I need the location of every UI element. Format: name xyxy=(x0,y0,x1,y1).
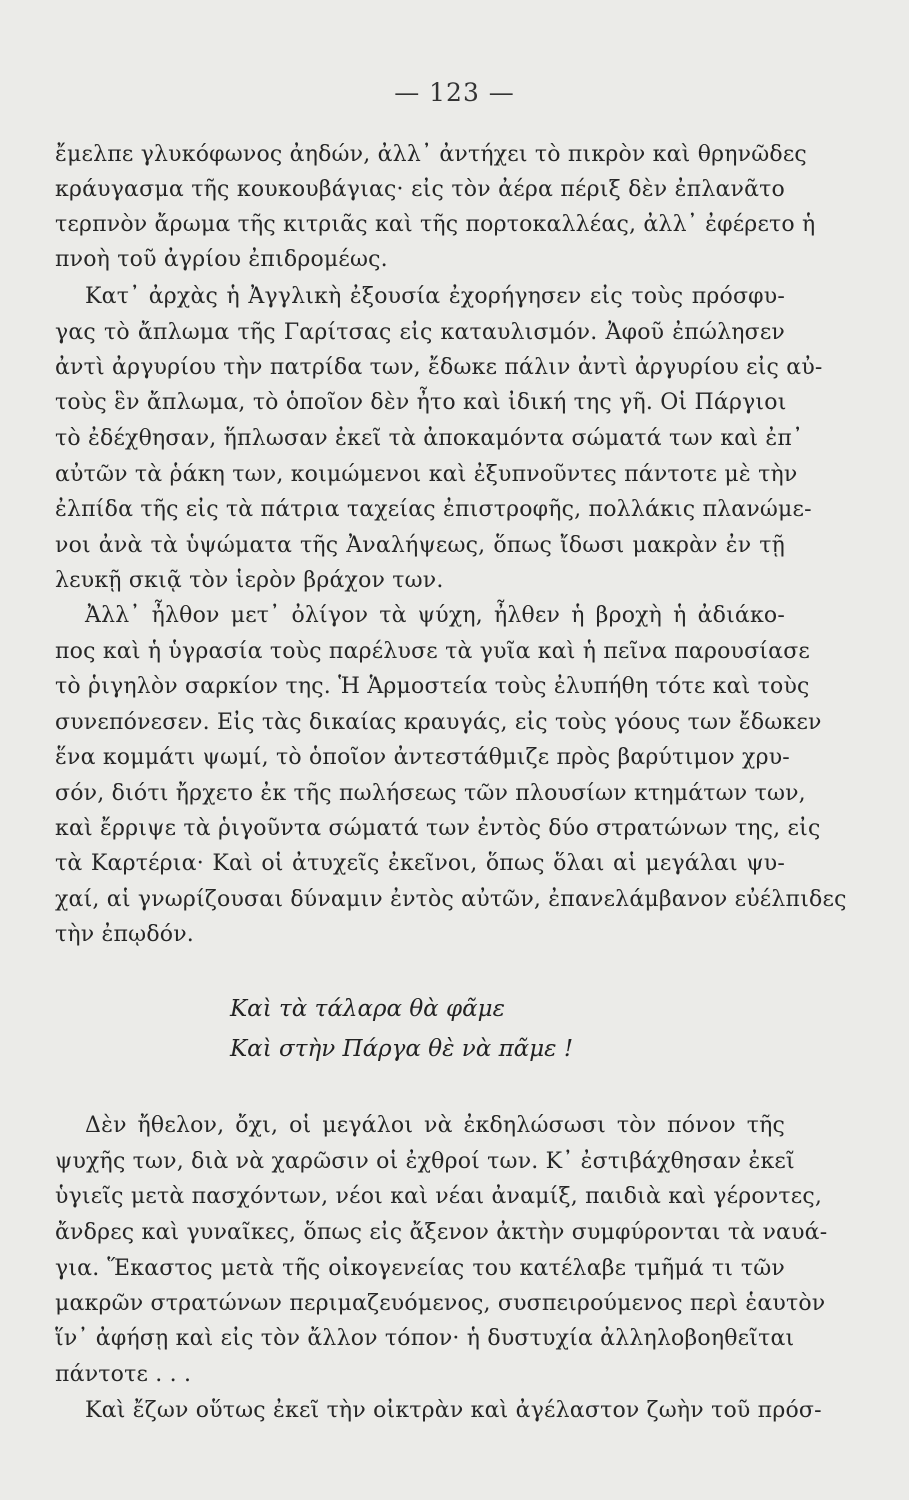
text-line: ἐλπίδα τῆς εἰς τὰ πάτρια ταχείας ἐπιστροφῆς, πολλάκις πλανώμε- xyxy=(55,497,812,522)
text-line: ἄνδρες καὶ γυναῖκες, ὅπως εἰς ἄξενον ἀκτὴν συμφύρονται τὰ ναυά- xyxy=(55,1220,828,1245)
text-line: αὐτῶν τὰ ῥάκη των, κοιμώμενοι καὶ ἐξυπνοῦντες πάντοτε μὲ τὴν xyxy=(55,462,798,487)
text-line: τὸ ἐδέχθησαν, ἥπλωσαν ἐκεῖ τὰ ἀποκαμόντα σώματά των καὶ ἐπ᾽ xyxy=(55,426,804,451)
text-line: Ἀλλ᾽ ἦλθον μετ᾽ ὀλίγον τὰ ψύχη, ἦλθεν ἡ βροχὴ ἡ ἀδιάκο- xyxy=(85,603,785,628)
text-line: τὴν ἐπῳδόν. xyxy=(55,922,194,947)
text-line: τοὺς ἓν ἄπλωμα, τὸ ὁποῖον δὲν ἦτο καὶ ἰδική της γῆ. Οἱ Πάργιοι xyxy=(55,390,787,415)
text-line: ἕνα κομμάτι ψωμί, τὸ ὁποῖον ἀντεστάθμιζε πρὸς βαρύτιμον χρυ- xyxy=(55,745,790,770)
verse-line: Καὶ τὰ τάλαρα θὰ φᾶμε xyxy=(230,996,505,1022)
text-line: για. Ἕκαστος μετὰ τῆς οἰκογενείας του κατέλαβε τμῆμά τι τῶν xyxy=(55,1256,785,1281)
text-line: νοι ἀνὰ τὰ ὑψώματα τῆς Ἀναλήψεως, ὅπως ἴδωσι μακρὰν ἐν τῇ xyxy=(55,533,785,558)
text-line: ἔμελπε γλυκόφωνος ἀηδών, ἀλλ᾽ ἀντήχει τὸ πικρὸν καὶ θρηνῶδες xyxy=(55,142,807,167)
text-line: τὸ ῥιγηλὸν σαρκίον της. Ἡ Ἁρμοστεία τοὺς ἐλυπήθη τότε καὶ τοὺς xyxy=(55,674,810,699)
text-line: πος καὶ ἡ ὑγρασία τοὺς παρέλυσε τὰ γυῖα καὶ ἡ πεῖνα παρουσίασε xyxy=(55,639,811,664)
text-line: ψυχῆς των, διὰ νὰ χαρῶσιν οἱ ἐχθροί των. Κ᾽ ἐστιβάχθησαν ἐκεῖ xyxy=(55,1149,795,1174)
text-line: τὰ Καρτέρια· Καὶ οἱ ἀτυχεῖς ἐκεῖνοι, ὅπως ὅλαι αἱ μεγάλαι ψυ- xyxy=(55,851,785,876)
text-line: ἵν᾽ ἀφήσῃ καὶ εἰς τὸν ἄλλον τόπον· ἡ δυστυχία ἀλληλοβοηθεῖται xyxy=(55,1326,795,1351)
text-line: λευκῇ σκιᾷ τὸν ἱερὸν βράχον των. xyxy=(55,568,444,593)
text-line: ἀντὶ ἀργυρίου τὴν πατρίδα των, ἔδωκε πάλιν ἀντὶ ἀργυρίου εἰς αὐ- xyxy=(55,355,823,380)
text-line: Δὲν ἤθελον, ὄχι, οἱ μεγάλοι νὰ ἐκδηλώσωσι τὸν πόνον τῆς xyxy=(85,1113,785,1138)
verse-line: Καὶ στὴν Πάργα θὲ νὰ πᾶμε ! xyxy=(230,1036,574,1062)
text-line: Καὶ ἔζων οὕτως ἐκεῖ τὴν οἰκτρὰν καὶ ἀγέλαστον ζωὴν τοῦ πρόσ- xyxy=(85,1398,822,1423)
text-line: καὶ ἔρριψε τὰ ῥιγοῦντα σώματά των ἐντὸς δύο στρατώνων της, εἰς xyxy=(55,816,821,841)
page-number: — 123 — xyxy=(394,78,515,107)
text-line: Κατ᾽ ἀρχὰς ἡ Ἀγγλικὴ ἐξουσία ἐχορήγησεν εἰς τοὺς πρόσφυ- xyxy=(85,284,785,309)
text-line: συνεπόνεσεν. Εἰς τὰς δικαίας κραυγάς, εἰς τοὺς γόους των ἔδωκεν xyxy=(55,710,822,735)
text-line: πνοὴ τοῦ ἀγρίου ἐπιδρομέως. xyxy=(55,247,388,272)
text-line: κράυγασμα τῆς κουκουβάγιας· εἰς τὸν ἀέρα πέριξ δὲν ἐπλανᾶτο xyxy=(55,177,785,202)
text-line: γας τὸ ἄπλωμα τῆς Γαρίτσας εἰς καταυλισμόν. Ἀφοῦ ἐπώλησεν xyxy=(55,320,785,345)
text-line: τερπνὸν ἄρωμα τῆς κιτριᾶς καὶ τῆς πορτοκαλλέας, ἀλλ᾽ ἐφέρετο ἡ xyxy=(55,212,816,237)
text-line: ὑγιεῖς μετὰ πασχόντων, νέοι καὶ νέαι ἀναμίξ, παιδιὰ καὶ γέροντες, xyxy=(55,1184,823,1209)
text-line: σόν, διότι ἤρχετο ἐκ τῆς πωλήσεως τῶν πλουσίων κτημάτων των, xyxy=(55,781,806,806)
text-line: μακρῶν στρατώνων περιμαζευόμενος, συσπειρούμενος περὶ ἑαυτὸν xyxy=(55,1291,826,1316)
text-line: πάντοτε . . . xyxy=(55,1362,192,1387)
text-line: χαί, αἱ γνωρίζουσαι δύναμιν ἐντὸς αὐτῶν, ἐπανελάμβανον εὐέλπιδες xyxy=(55,887,847,912)
